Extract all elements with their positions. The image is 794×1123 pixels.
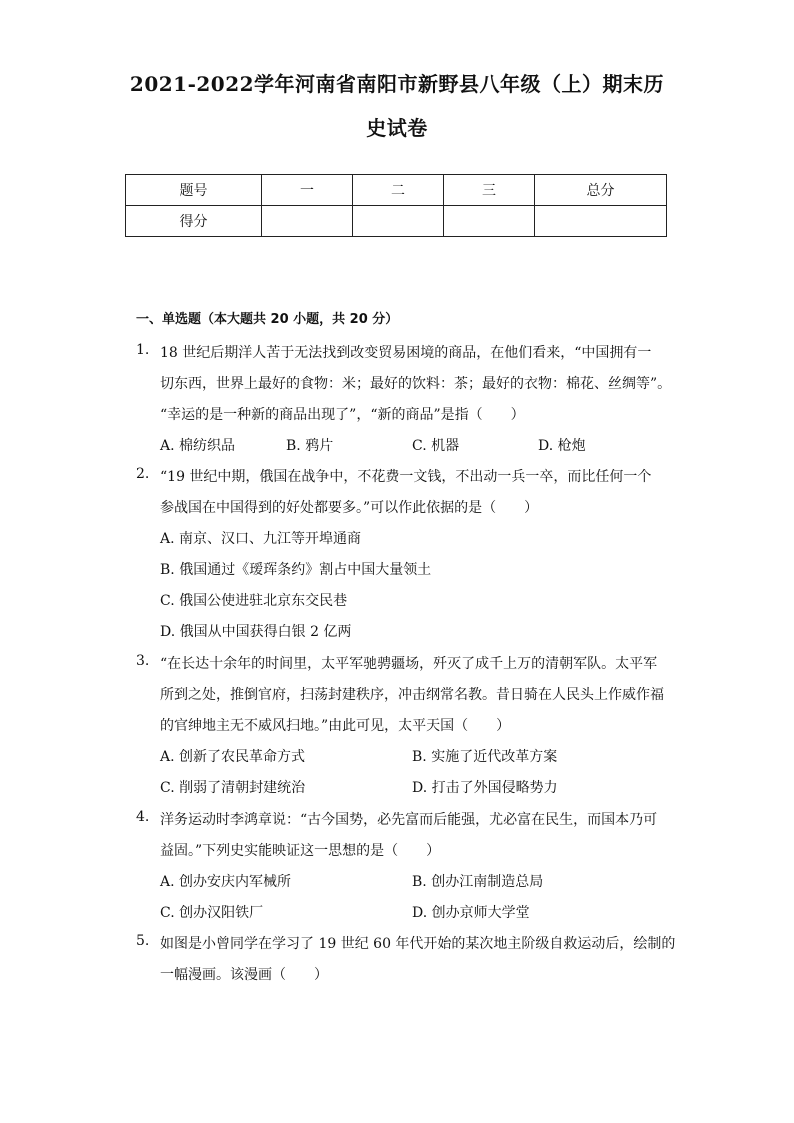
question-text-line: 益固。”下列史实能映证这一思想的是（ ） xyxy=(160,843,441,859)
option-d[interactable]: D. 创办京师大学堂 xyxy=(412,905,530,921)
option-c[interactable]: C. 削弱了清朝封建统治 xyxy=(160,780,306,796)
question-text-line: 洋务运动时李鸿章说：“古今国势，必先富而后能强，尤必富在民生，而国本乃可 xyxy=(160,812,658,828)
score-cell-part-1[interactable] xyxy=(262,206,353,237)
question-text-line: 所到之处，推倒官府，扫荡封建秩序，冲击纲常名教。昔日骑在人民头上作威作福 xyxy=(160,687,664,703)
question-number: 4. xyxy=(136,809,150,825)
question-number: 3. xyxy=(136,653,150,669)
question-text-line: 切东西，世界上最好的食物：米；最好的饮料：茶；最好的衣物：棉花、丝绸等”。 xyxy=(160,376,672,392)
question-text-line: 18 世纪后期洋人苦于无法找到改变贸易困境的商品，在他们看来，“中国拥有一 xyxy=(160,345,652,361)
score-table xyxy=(125,174,667,237)
option-b[interactable]: B. 鸦片 xyxy=(286,438,334,454)
question-text-line: 一幅漫画。该漫画（ ） xyxy=(160,967,328,983)
option-a[interactable]: A. 南京、汉口、九江等开埠通商 xyxy=(160,531,362,547)
score-header-question-no: 题号 xyxy=(126,175,262,206)
question-number: 5. xyxy=(136,933,150,949)
exam-title-line-1: 2021-2022学年河南省南阳市新野县八年级（上）期末历 xyxy=(129,72,665,96)
option-d[interactable]: D. 枪炮 xyxy=(538,438,586,454)
score-table-score-row xyxy=(126,206,667,237)
question-text-line: 参战国在中国得到的好处都要多。”可以作此依据的是（ ） xyxy=(160,500,539,516)
option-c[interactable]: C. 创办汉阳铁厂 xyxy=(160,905,264,921)
score-cell-part-2[interactable] xyxy=(353,206,444,237)
score-header-part-1: 一 xyxy=(262,175,353,206)
question-number: 1. xyxy=(136,342,150,358)
score-header-part-3: 三 xyxy=(444,175,535,206)
score-cell-part-3[interactable] xyxy=(444,206,535,237)
option-d[interactable]: D. 打击了外国侵略势力 xyxy=(412,780,558,796)
question-text-line: 的官绅地主无不威风扫地。”由此可见，太平天国（ ） xyxy=(160,718,511,734)
score-row-label: 得分 xyxy=(126,206,262,237)
option-d[interactable]: D. 俄国从中国获得白银 2 亿两 xyxy=(160,624,352,640)
question-number: 2. xyxy=(136,466,150,482)
question-text-line: 如图是小曾同学在学习了 19 世纪 60 年代开始的某次地主阶级自救运动后，绘制的 xyxy=(160,936,676,952)
score-table-header-row xyxy=(126,175,667,206)
option-c[interactable]: C. 俄国公使进驻北京东交民巷 xyxy=(160,593,348,609)
score-cell-total[interactable] xyxy=(535,206,667,237)
option-a[interactable]: A. 棉纺织品 xyxy=(160,438,236,454)
question-text-line: “在长达十余年的时间里，太平军驰骋疆场，歼灭了成千上万的清朝军队。太平军 xyxy=(160,656,658,672)
option-b[interactable]: B. 俄国通过《瑷珲条约》割占中国大量领土 xyxy=(160,562,432,578)
exam-title-line-2: 史试卷 xyxy=(366,116,428,140)
option-a[interactable]: A. 创办安庆内军械所 xyxy=(160,874,292,890)
section-heading: 一、单选题（本大题共 20 小题，共 20 分） xyxy=(136,312,399,327)
option-b[interactable]: B. 创办江南制造总局 xyxy=(412,874,544,890)
score-header-total: 总分 xyxy=(535,175,667,206)
option-a[interactable]: A. 创新了农民革命方式 xyxy=(160,749,306,765)
question-text-line: “19 世纪中期，俄国在战争中，不花费一文钱，不出动一兵一卒，而比任何一个 xyxy=(160,469,652,485)
question-text-line: “幸运的是一种新的商品出现了”，“新的商品”是指（ ） xyxy=(160,407,525,423)
option-c[interactable]: C. 机器 xyxy=(412,438,460,454)
score-header-part-2: 二 xyxy=(353,175,444,206)
option-b[interactable]: B. 实施了近代改革方案 xyxy=(412,749,558,765)
